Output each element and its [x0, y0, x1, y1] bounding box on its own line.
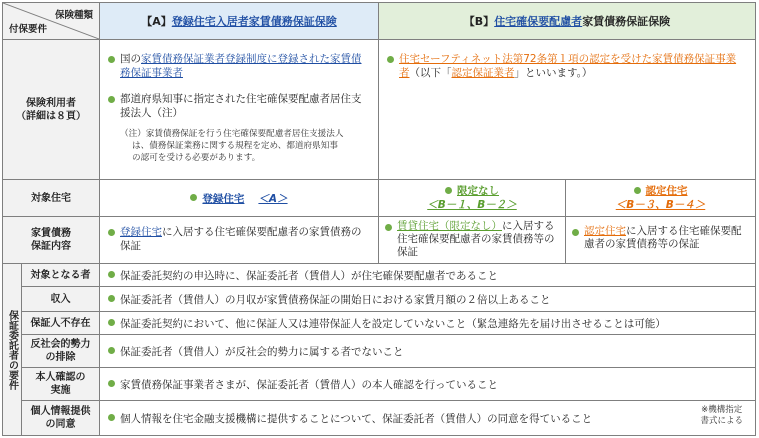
req-text-4: 家賃債務保証事業者さまが、保証委託者（賃借人）の本人確認を行っていること: [120, 378, 498, 391]
b1-no-limit-label: 限定なし: [457, 185, 499, 197]
req-text-1: 保証委託者（賃借人）の月収が家賃債務保証の開始日における家賃月額の２倍以上あること: [120, 293, 551, 306]
a-user-bullet-2: [108, 92, 368, 120]
column-header-a: [99, 2, 379, 40]
bullet-dot-icon: [190, 194, 197, 201]
bullet-dot-icon: [108, 414, 115, 421]
req-label-3: 反社会的勢力の排除: [30, 339, 91, 363]
b-user-certified-guarantor-link[interactable]: 認定保証業者: [451, 67, 515, 79]
bullet-dot-icon: [634, 187, 641, 194]
cell-b1-guarantee: [378, 216, 566, 264]
req-label-antisocial: [21, 334, 100, 368]
guarantee-label-1: 家賃債務: [31, 228, 71, 239]
row-label-insurance-user: [2, 39, 100, 180]
bullet-dot-icon: [108, 347, 115, 354]
req-label-1: 収入: [50, 293, 71, 305]
bullet-dot-icon: [108, 319, 115, 326]
bullet-dot-icon: [108, 56, 115, 63]
cell-a-insurance-user: [99, 39, 379, 180]
header-b-title-link: 住宅確保要配慮者: [494, 15, 583, 28]
req-text-no-guarantor: [99, 311, 756, 335]
b-user-end: 」といいます。）: [514, 67, 593, 79]
b2-housing-code: ＜B－３、B－４＞: [615, 199, 706, 211]
req-label-identity-check: [21, 367, 100, 401]
header-b-prefix: 【B】: [463, 15, 495, 28]
req-label-income: [21, 286, 100, 312]
a-housing-code: ＜A＞: [258, 192, 288, 205]
b-user-mid: （以下「: [409, 67, 452, 79]
a-user-bullet-1: [108, 52, 368, 80]
bullet-dot-icon: [445, 187, 452, 194]
req-text-antisocial: [99, 334, 756, 368]
note-line-1: （注）家賃債務保証を行う住宅確保要配慮者居住支援法人: [120, 129, 344, 139]
a-user-note: [108, 128, 368, 164]
cell-b1-target-housing: [378, 179, 566, 217]
req-label-no-guarantor: [21, 311, 100, 335]
insurance-user-sub: （詳細は８頁）: [16, 110, 86, 122]
req-text-0: 保証委託契約の申込時に、保証委託者（賃借人）が住宅確保要配慮者であること: [120, 269, 498, 282]
cell-a-guarantee: [99, 216, 379, 264]
bullet-dot-icon: [108, 380, 115, 387]
b1-guarantee-bullet: [385, 220, 559, 259]
req-text-identity-check: [99, 367, 756, 401]
cell-b2-guarantee: [565, 216, 756, 264]
req-label-4: 本人確認の実施: [35, 372, 86, 396]
corner-top-label: 保険種類: [54, 10, 93, 21]
bullet-dot-icon: [572, 229, 579, 236]
a-guarantee-link[interactable]: 登録住宅: [120, 226, 162, 238]
header-a-title: 登録住宅入居者家賃債務保証保険: [171, 15, 337, 28]
target-housing-label: 対象住宅: [31, 192, 71, 204]
bullet-dot-icon: [108, 271, 115, 278]
b2-guarantee-text: に入居する住宅確保要配慮者の家賃債務等の保証: [584, 225, 742, 250]
req-label-personal-info: [21, 400, 100, 436]
requirements-side-label-text: 保証委託者の要件: [6, 309, 18, 390]
note-line-3: の認可を受ける必要があります。: [132, 153, 261, 163]
req-label-2: 保証人不存在: [30, 317, 91, 329]
row-label-target-housing: [2, 179, 100, 217]
footnote-line-1: ※機構指定: [701, 405, 743, 415]
personal-info-footnote: [700, 405, 743, 427]
a-user-bullet-1-pre: 国の: [120, 53, 141, 65]
a-user-registration-link[interactable]: 家賃債務保証業者登録制度に登録された家賃債務保証事業者: [120, 53, 362, 79]
b-user-certified-link[interactable]: 住宅セーフティネット法第72条第１項の認定を受けた家賃債務保証事業者: [399, 53, 737, 79]
a-guarantee-bullet: [108, 225, 370, 253]
footnote-line-2: 書式による: [700, 416, 743, 426]
a-guarantee-text: に入居する住宅確保要配慮者の家賃債務の保証: [120, 226, 362, 252]
cell-a-target-housing: [99, 179, 379, 217]
req-text-3: 保証委託者（賃借人）が反社会的勢力に属する者でないこと: [120, 345, 404, 358]
req-text-target-person: [99, 263, 756, 287]
req-text-5: 個人情報を住宅金融支援機構に提供することについて、保証委託者（賃借人）の同意を得ていること: [120, 412, 593, 425]
header-a-prefix: 【A】: [141, 15, 172, 28]
bullet-dot-icon: [108, 295, 115, 302]
req-label-0: 対象となる者: [30, 269, 91, 281]
a-user-bullet-2-text: 都道府県知事に指定された住宅確保要配慮者居住支援法人（注）: [120, 93, 362, 119]
cell-b-insurance-user: [378, 39, 756, 180]
b2-guarantee-bullet: [572, 225, 749, 251]
column-header-b: [378, 2, 756, 40]
insurance-user-label: 保険利用者: [26, 97, 76, 109]
req-label-5: 個人情報提供の同意: [30, 406, 91, 430]
b1-housing-code: ＜B－１、B－２＞: [427, 199, 517, 211]
corner-header: [2, 2, 100, 40]
a-registered-housing-link[interactable]: 登録住宅: [202, 192, 245, 205]
guarantee-label-2: 保証内容: [31, 241, 71, 252]
req-label-target-person: [21, 263, 100, 287]
req-text-personal-info: [99, 400, 756, 436]
header-b-title-rest: 家賃債務保証保険: [582, 15, 671, 28]
cell-b2-target-housing: [565, 179, 756, 217]
b1-guarantee-text: に入居する住宅確保要配慮者の家賃債務等の保証: [397, 220, 555, 258]
b1-guarantee-link[interactable]: 賃貸住宅（限定なし）: [397, 220, 502, 232]
bullet-dot-icon: [108, 96, 115, 103]
b2-certified-housing-link[interactable]: 認定住宅: [645, 185, 688, 197]
bullet-dot-icon: [108, 229, 115, 236]
requirements-side-label: [2, 263, 22, 436]
req-text-income: [99, 286, 756, 312]
bullet-dot-icon: [387, 56, 394, 63]
req-text-2: 保証委託契約において、他に保証人又は連帯保証人を設定していないこと（緊急連絡先を届け出させることは可能）: [120, 317, 666, 330]
b-user-bullet: [387, 52, 745, 80]
row-label-guarantee-content: [2, 216, 100, 264]
bullet-dot-icon: [385, 224, 392, 231]
corner-bottom-label: 付保要件: [9, 24, 48, 35]
note-line-2: は、債務保証業務に関する規程を定め、都道府県知事: [132, 141, 338, 151]
b2-guarantee-link[interactable]: 認定住宅: [584, 225, 626, 237]
